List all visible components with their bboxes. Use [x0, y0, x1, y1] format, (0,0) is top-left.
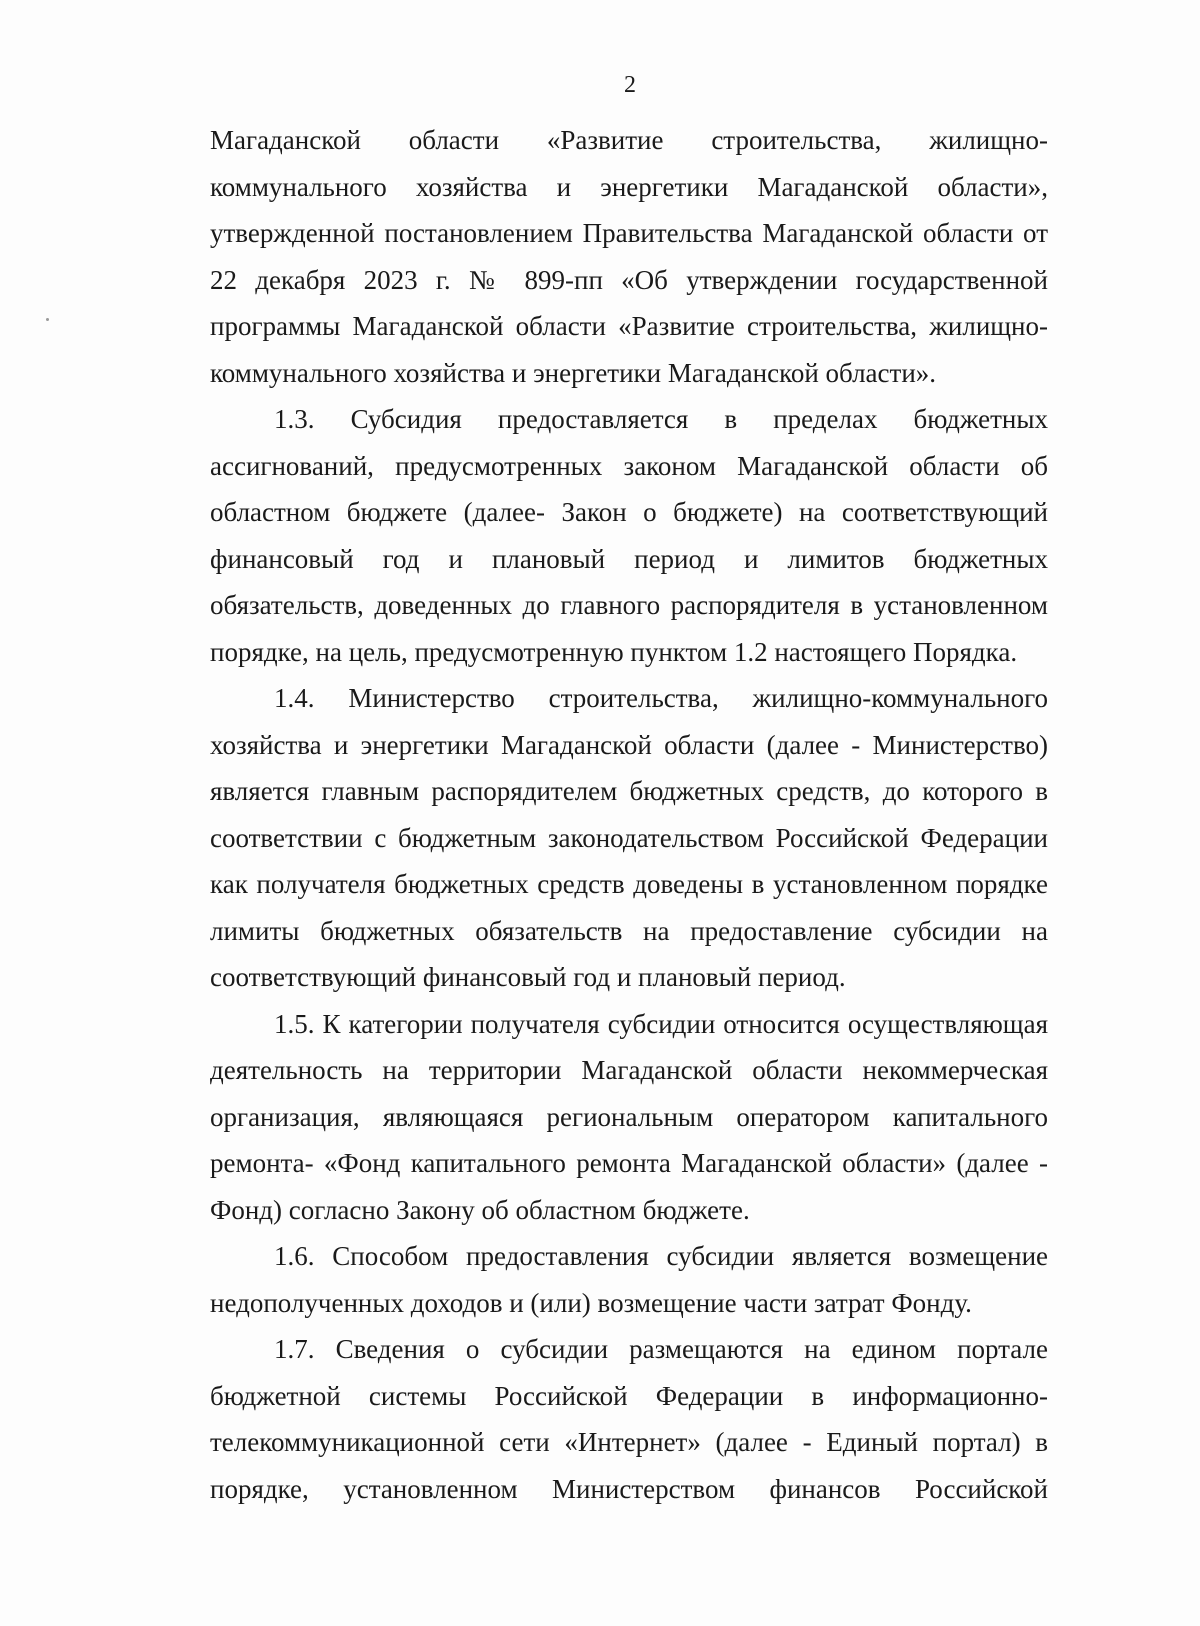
paragraph-1-3: 1.3. Субсидия предоставляется в пределах бюджетных ассигнований, предусмотренных законом Магаданской области об областном бюджете (далее- Закон о бюджете) на соответствующий финансовый год и плановый период и лимитов бюджетных обязательств, доведенных до главного распорядителя в установленном порядке, на цель, предусмотренную пунктом 1.2 настоящего Порядка.: [210, 404, 1048, 667]
paragraph-1-4: 1.4. Министерство строительства, жилищно-коммунального хозяйства и энергетики Магаданской области (далее - Министерство) является главным распорядителем бюджетных средств, до которого в соответствии с бюджетным законодательством Российской Федерации как получателя бюджетных средств доведены в установленном порядке лимиты бюджетных обязательств на предоставление субсидии на соответствующий финансовый год и плановый период.: [210, 683, 1048, 992]
document-body: [210, 117, 1048, 1512]
paragraph-1-7: 1.7. Сведения о субсидии размещаются на едином портале бюджетной системы Российской Федерации в информационно-телекоммуникационной сети «Интернет» (далее - Единый портал) в порядке, установленном Министерством финансов Российской: [210, 1334, 1048, 1504]
paragraph-1-5: 1.5. К категории получателя субсидии относится осуществляющая деятельность на территории Магаданской области некоммерческая организация, являющаяся региональным оператором капитального ремонта- «Фонд капитального ремонта Магаданской области» (далее - Фонд) согласно Закону об областном бюджете.: [210, 1008, 1048, 1225]
paragraph-continuation: Магаданской области «Развитие строительства, жилищно-коммунального хозяйства и энергетики Магаданской области», утвержденной постановлением Правительства Магаданской области от 22 декабря 2023 г. № 899-пп «Об утверждении государственной программы Магаданской области «Развитие строительства, жилищно-коммунального хозяйства и энергетики Магаданской области».: [210, 125, 1048, 388]
page-number: 2: [624, 72, 636, 98]
paragraph-1-6: 1.6. Способом предоставления субсидии является возмещение недополученных доходов и (или) возмещение части затрат Фонду.: [210, 1241, 1048, 1318]
scan-artifact: [46, 318, 49, 321]
